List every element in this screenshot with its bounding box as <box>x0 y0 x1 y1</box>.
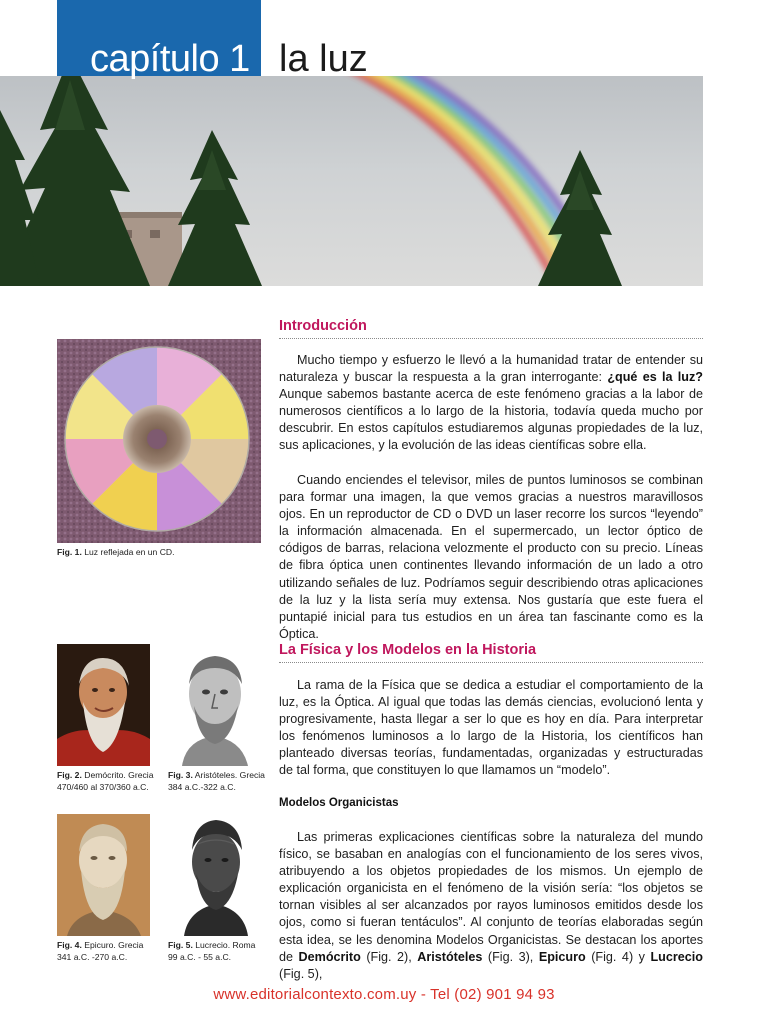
fig2-text-1: Demócrito. Grecia <box>81 770 154 780</box>
name-lucrecio: Lucrecio <box>650 949 703 964</box>
fig3-text-1: Aristóteles. Grecia <box>192 770 265 780</box>
fig2-number: Fig. 2. <box>57 770 82 780</box>
fig3-text-2: 384 a.C.-322 a.C. <box>168 781 236 792</box>
chapter-title: la luz <box>279 38 368 80</box>
ref-fig5: (Fig. 5), <box>279 966 323 981</box>
fig4-caption <box>57 940 143 963</box>
name-democrito: Demócrito <box>298 949 361 964</box>
fig4-epicurus-bust <box>57 814 150 936</box>
footer-contact: www.editorialcontexto.com.uy - Tel (02) 901 94 93 <box>213 986 555 1003</box>
intro-p1-text-b: Aunque sabemos bastante acerca de este fenómeno gracias a la labor de numerosos científicos a lo largo de la historia, todavía queda mucho por descubrir. En estos capítulos estudiaremos algunas propiedades de la luz, sus aplicaciones, y la evolución de las ideas científicas sobre ella. <box>279 387 703 453</box>
fig2-text-2: 470/460 al 370/360 a.C. <box>57 781 149 792</box>
fig3-number: Fig. 3. <box>168 770 193 780</box>
chapter-banner <box>0 0 703 286</box>
fig1-text: Luz reflejada en un CD. <box>81 547 175 557</box>
intro-heading: Introducción <box>279 318 367 334</box>
history-paragraph-1: La rama de la Física que se dedica a estudiar el comportamiento de la luz, es la Óptica. Al igual que todas las demás ciencias, evolucionó lenta y progresivamente, hasta llegar a ser lo que es hoy en día. Para interpretar los fenómenos luminosos a lo largo de la Historia, los científicos han planteado diversas teorías, fundamentadas, organizadas y estructuradas de tal forma, que constituyen lo que llamamos un “modelo”. <box>279 678 703 778</box>
fig1-number: Fig. 1. <box>57 547 82 557</box>
fig4-text-1: Epicuro. Grecia <box>81 940 144 950</box>
fig5-number: Fig. 5. <box>168 940 193 950</box>
fig4-text-2: 341 a.C. -270 a.C. <box>57 951 128 962</box>
intro-p1-question: ¿qué es la luz? <box>607 370 703 385</box>
name-aristoteles: Aristóteles <box>417 949 483 964</box>
fig4-number: Fig. 4. <box>57 940 82 950</box>
ref-fig2: (Fig. 2), <box>360 949 418 964</box>
ref-fig4: (Fig. 4) y <box>585 949 651 964</box>
intro-p1-text-a: Mucho tiempo y esfuerzo le llevó a la humanidad tratar de entender su naturaleza y buscar la respuesta a la gran interrogante: <box>279 353 703 385</box>
fig5-text-1: Lucrecio. Roma <box>192 940 256 950</box>
fig3-aristotle-bust <box>168 644 261 766</box>
history-heading-rule <box>279 662 703 663</box>
organicist-models-subheading: Modelos Organicistas <box>279 797 399 809</box>
fig1-caption <box>57 547 175 559</box>
intro-paragraph-1 <box>279 352 703 455</box>
name-epicuro: Epicuro <box>538 949 586 964</box>
history-p2-text: Las primeras explicaciones científicas sobre la naturaleza del mundo físico, se basaban en analogías con el funcionamiento de los seres vivos, atribuyendo a los objetos propiedades de los mismos. Un ejemplo de explicación organicista en el fenómeno de la visión sería: “los objetos se tornan visibles al ser alcanzados por rayos luminosos emitidos desde los ojos, como si fueran tentáculos”. Al conjunto de teorías elaboradas según esta idea, se les denomina Modelos Organicistas. Se destacan los aportes de <box>279 830 703 964</box>
history-paragraph-2 <box>279 829 703 983</box>
ref-fig3: (Fig. 3), <box>482 949 539 964</box>
fig5-caption <box>168 940 255 963</box>
fig3-caption <box>168 770 265 793</box>
history-heading: La Física y los Modelos en la Historia <box>279 642 537 658</box>
fig1-cd-photo <box>57 339 261 543</box>
fig5-text-2: 99 a.C. - 55 a.C. <box>168 951 232 962</box>
fig2-caption <box>57 770 153 793</box>
fig2-democritus-portrait <box>57 644 150 766</box>
intro-heading-rule <box>279 338 703 339</box>
fig5-lucretius-bust <box>168 814 261 936</box>
intro-paragraph-2: Cuando enciendes el televisor, miles de puntos luminosos se combinan para formar una imagen, la que vemos gracias a nuestros maravillosos ojos. En un reproductor de CD o DVD un laser recorre los surcos “leyendo” la información almacenada. En el supermercado, un lector óptico de códigos de barras, relaciona velozmente el producto con su precio. Líneas de fibra óptica unen continentes llevando información de un lado a otro utilizando señales de luz. Podríamos seguir describiendo otras aplicaciones de la luz y la lista sería muy extensa. Nos gustaría que este fuera el puntapié inicial para tus estudios en un área tan fascinante como es la Óptica. <box>279 473 703 641</box>
chapter-label: capítulo 1 <box>90 38 250 80</box>
